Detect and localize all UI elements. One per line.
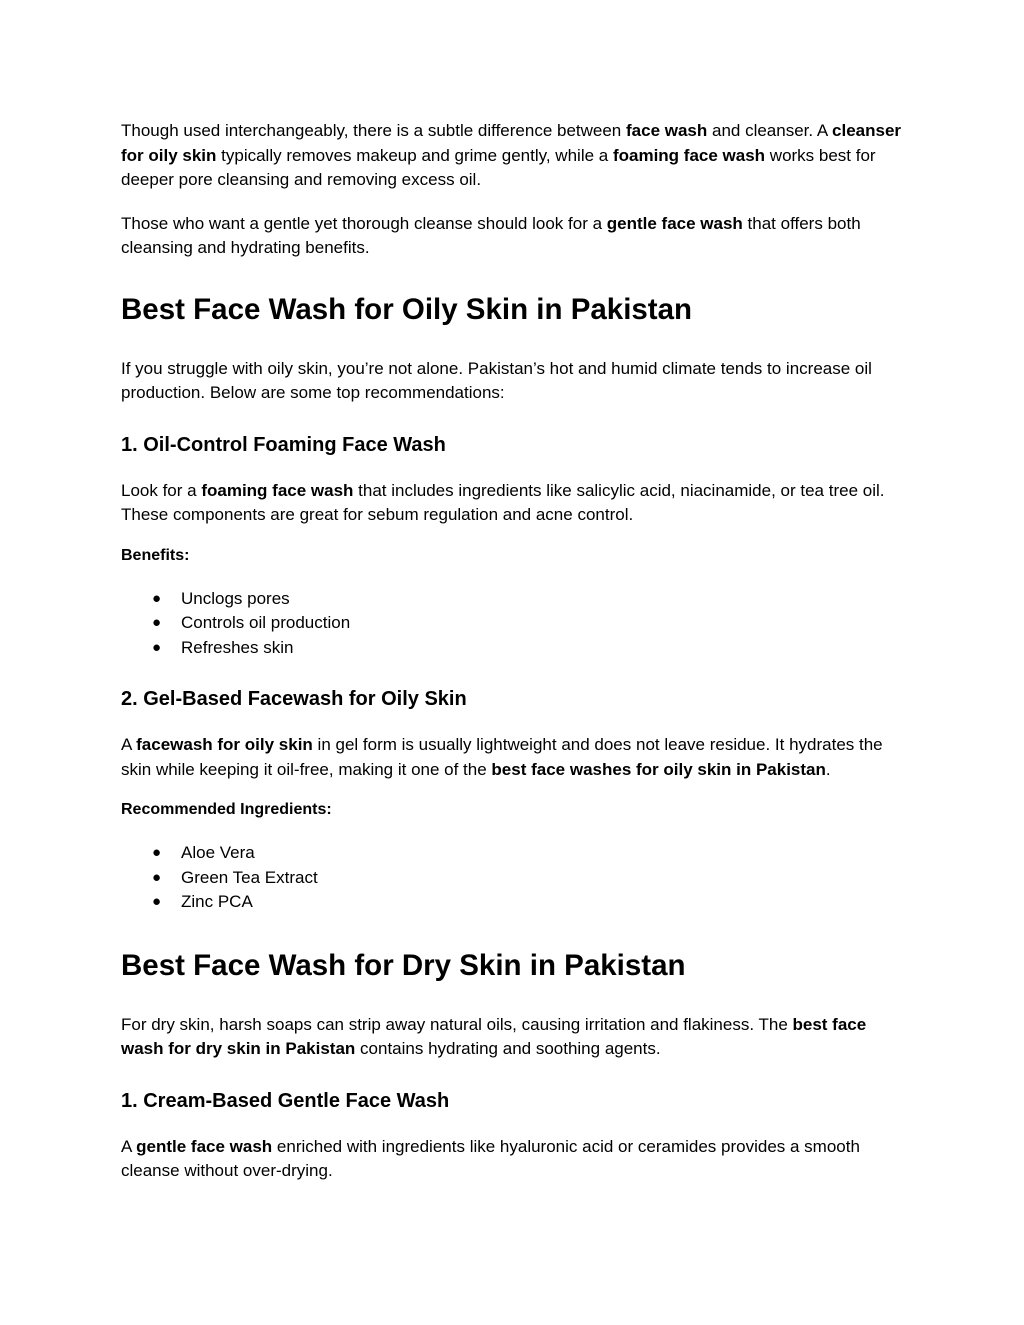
list-item: ● Controls oil production [121, 611, 907, 636]
list-item: ● Refreshes skin [121, 636, 907, 661]
bullet: ● [152, 589, 162, 607]
list-item: ● Unclogs pores [121, 587, 907, 612]
oil-control-paragraph: Look for a foaming face wash that includes ingredients like salicylic acid, niacinamide, or tea tree oil. These components are great for sebum regulation and acne control. [121, 480, 885, 524]
document-body [121, 119, 907, 1184]
oily-skin-heading: Best Face Wash for Oily Skin in Pakistan [121, 292, 693, 326]
dry-skin-heading: Best Face Wash for Dry Skin in Pakistan [121, 948, 686, 982]
ingredients-label: Recommended Ingredients: [121, 801, 332, 818]
benefits-label: Benefits: [121, 546, 190, 564]
list-item: ● Green Tea Extract [121, 866, 907, 891]
gel-based-heading: 2. Gel-Based Facewash for Oily Skin [121, 688, 467, 710]
list-item: ● Zinc PCA [121, 890, 907, 915]
intro-paragraph-1: Though used interchangeably, there is a subtle difference between face wash and cleanser. A cleanser for oily skin typically removes makeup and grime gently, while a foaming face wash works best for deeper pore cleansing and removing excess oil. [121, 121, 902, 189]
bullet: ● [152, 868, 162, 886]
dry-skin-intro: For dry skin, harsh soaps can strip away natural oils, causing irritation and flakiness. The best face wash for dry skin in Pakistan contains hydrating and soothing agents. [121, 1014, 867, 1058]
oily-skin-intro: If you struggle with oily skin, you’re not alone. Pakistan’s hot and humid climate tends to increase oil production. Below are some top recommendations: [121, 358, 872, 402]
bullet: ● [152, 638, 162, 656]
cream-based-heading: 1. Cream-Based Gentle Face Wash [121, 1089, 450, 1112]
bullet: ● [152, 893, 162, 910]
list-item: ● Aloe Vera [121, 841, 907, 866]
bullet: ● [152, 614, 162, 631]
bullet: ● [152, 844, 162, 861]
oil-control-heading: 1. Oil-Control Foaming Face Wash [121, 433, 446, 456]
cream-based-paragraph: A gentle face wash enriched with ingredients like hyaluronic acid or ceramides provides a smooth cleanse without over-drying. [121, 1136, 860, 1180]
intro-paragraph-2: Those who want a gentle yet thorough cleanse should look for a gentle face wash that offers both cleansing and hydrating benefits. [121, 213, 861, 257]
gel-based-paragraph: A facewash for oily skin in gel form is usually lightweight and does not leave residue. It hydrates the skin while keeping it oil-free, making it one of the best face washes for oily skin in Pakistan. [121, 735, 883, 779]
benefits-list [121, 587, 907, 661]
ingredients-list [121, 841, 907, 915]
